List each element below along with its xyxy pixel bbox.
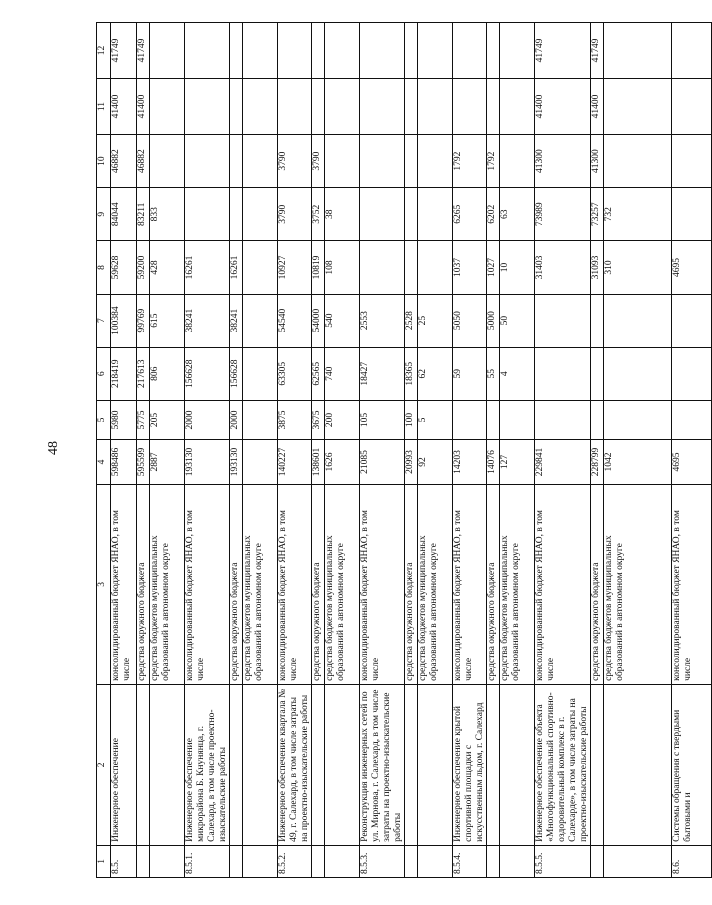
row-number-cell [604,845,672,877]
value-cell [672,347,712,400]
value-cell [418,241,453,294]
value-cell [487,23,500,79]
value-cell [185,135,230,188]
value-cell [453,23,487,79]
value-cell [243,188,278,241]
value-cell [150,79,185,135]
budget-table-container [96,22,693,878]
table-row [405,23,418,878]
value-cell [325,135,360,188]
header-cell: 9 [97,188,111,241]
value-cell [591,294,604,347]
row-number-cell [150,845,185,877]
table-row [672,23,712,878]
value-cell: 1037 [453,241,487,294]
value-cell: 41749 [591,23,604,79]
value-cell: 25 [418,294,453,347]
row-number-cell [405,845,418,877]
value-cell: 84044 [111,188,137,241]
value-cell: 2000 [185,400,230,439]
value-cell: 62565 [312,347,325,400]
item-name-cell: Инженерное обеспечение крытой спортивной площадки с искусственным льдом, г. Салехард [453,684,487,845]
value-cell: 31093 [591,241,604,294]
row-number-cell: 8.5.1. [185,845,230,877]
value-cell: 4 [500,347,535,400]
item-name-cell [230,684,243,845]
item-name-cell: Реконструкция инженерных сетей по ул. Мирнова, г. Салехард, в том числе затраты на проектно-изыскательские работы [360,684,405,845]
value-cell: 5050 [453,294,487,347]
value-cell [672,294,712,347]
value-cell [185,23,230,79]
value-cell: 63305 [278,347,312,400]
value-cell [405,188,418,241]
row-number-cell [418,845,453,877]
value-cell: 540 [325,294,360,347]
item-name-cell [137,684,150,845]
table-row [418,23,453,878]
value-cell: 598486 [111,440,137,485]
value-cell [243,347,278,400]
value-cell: 3790 [312,135,325,188]
row-number-cell [312,845,325,877]
table-row [185,23,230,878]
value-cell: 3790 [278,188,312,241]
value-cell: 193130 [230,440,243,485]
table-row [150,23,185,878]
value-cell: 92 [418,440,453,485]
funding-source-cell: консолидированный бюджет ЯНАО, в том числе [453,484,487,684]
value-cell: 2000 [230,400,243,439]
value-cell: 55 [487,347,500,400]
value-cell: 1027 [487,241,500,294]
header-row [97,23,111,878]
row-number-cell [325,845,360,877]
value-cell [500,79,535,135]
value-cell: 217613 [137,347,150,400]
item-name-cell [150,684,185,845]
value-cell [591,347,604,400]
value-cell: 10927 [278,241,312,294]
value-cell [418,79,453,135]
header-cell: 4 [97,440,111,485]
value-cell [672,400,712,439]
value-cell: 50 [500,294,535,347]
funding-source-cell: средства бюджетов муниципальных образований в автономном округе [418,484,453,684]
value-cell: 41400 [591,79,604,135]
value-cell [185,79,230,135]
value-cell: 3675 [312,400,325,439]
header-cell: 7 [97,294,111,347]
value-cell [360,241,405,294]
value-cell: 14076 [487,440,500,485]
value-cell: 21085 [360,440,405,485]
row-number-cell: 8.5.2. [278,845,312,877]
value-cell: 46882 [137,135,150,188]
item-name-cell [604,684,672,845]
budget-table [96,22,712,878]
row-number-cell: 8.5.4. [453,845,487,877]
value-cell: 18365 [405,347,418,400]
value-cell: 31403 [535,241,591,294]
value-cell: 54540 [278,294,312,347]
value-cell [418,23,453,79]
value-cell [535,294,591,347]
value-cell: 5 [418,400,453,439]
value-cell [278,23,312,79]
value-cell [360,135,405,188]
value-cell: 38241 [230,294,243,347]
value-cell [500,135,535,188]
funding-source-cell: консолидированный бюджет ЯНАО, в том числе [111,484,137,684]
table-row [604,23,672,878]
value-cell: 41400 [137,79,150,135]
value-cell: 41749 [137,23,150,79]
value-cell: 5775 [137,400,150,439]
value-cell: 73989 [535,188,591,241]
value-cell [500,400,535,439]
value-cell: 5000 [487,294,500,347]
value-cell [230,23,243,79]
value-cell: 41749 [535,23,591,79]
table-row [535,23,591,878]
value-cell: 732 [604,188,672,241]
value-cell: 14203 [453,440,487,485]
value-cell: 41400 [111,79,137,135]
value-cell [672,135,712,188]
table-row [137,23,150,878]
header-cell: 2 [97,684,111,845]
funding-source-cell: консолидированный бюджет ЯНАО, в том числе [185,484,230,684]
funding-source-cell: консолидированный бюджет ЯНАО, в том числе [278,484,312,684]
row-number-cell: 8.6. [672,845,712,877]
funding-source-cell: средства окружного бюджета [312,484,325,684]
value-cell: 46882 [111,135,137,188]
page-number: 48 [46,441,61,455]
value-cell: 18427 [360,347,405,400]
value-cell: 138601 [312,440,325,485]
value-cell [604,135,672,188]
header-cell: 6 [97,347,111,400]
value-cell [278,79,312,135]
value-cell: 156628 [230,347,243,400]
item-name-cell: Инженерное обеспечение квартала № 49, г. Салехард, в том числе затраты на проектно-изыскательские работы [278,684,312,845]
value-cell: 140227 [278,440,312,485]
row-number-cell: 8.5.5. [535,845,591,877]
value-cell [405,241,418,294]
value-cell [591,400,604,439]
value-cell: 229841 [535,440,591,485]
funding-source-cell: средства бюджетов муниципальных образований в автономном округе [150,484,185,684]
row-number-cell [487,845,500,877]
value-cell [243,79,278,135]
table-row [230,23,243,878]
funding-source-cell: консолидированный бюджет ЯНАО, в том числе [535,484,591,684]
value-cell: 5980 [111,400,137,439]
header-cell: 8 [97,241,111,294]
value-cell: 59200 [137,241,150,294]
value-cell [243,400,278,439]
value-cell: 1626 [325,440,360,485]
value-cell: 3790 [278,135,312,188]
value-cell [243,135,278,188]
value-cell: 83211 [137,188,150,241]
row-number-cell [243,845,278,877]
value-cell [243,440,278,485]
item-name-cell [591,684,604,845]
value-cell: 127 [500,440,535,485]
value-cell: 806 [150,347,185,400]
value-cell: 41400 [535,79,591,135]
value-cell [487,400,500,439]
funding-source-cell: средства бюджетов муниципальных образований в автономном округе [325,484,360,684]
value-cell: 108 [325,241,360,294]
item-name-cell [325,684,360,845]
value-cell: 73257 [591,188,604,241]
item-name-cell [312,684,325,845]
value-cell: 428 [150,241,185,294]
value-cell [500,23,535,79]
value-cell [418,188,453,241]
value-cell [672,79,712,135]
value-cell: 310 [604,241,672,294]
row-number-cell [591,845,604,877]
value-cell [604,79,672,135]
value-cell: 193130 [185,440,230,485]
value-cell: 200 [325,400,360,439]
item-name-cell: Инженерное обеспечение объекта «Многофункциональный спортивно-оздоровительный комплекс в г. Салехарде», в том числе затраты на проектно-изыскательские работы [535,684,591,845]
value-cell: 100 [405,400,418,439]
value-cell [185,188,230,241]
value-cell: 6265 [453,188,487,241]
header-cell: 10 [97,135,111,188]
table-row [325,23,360,878]
header-cell: 5 [97,400,111,439]
value-cell [405,79,418,135]
value-cell [453,79,487,135]
table-row [500,23,535,878]
item-name-cell: Инженерное обеспечение [111,684,137,845]
value-cell: 740 [325,347,360,400]
header-cell: 12 [97,23,111,79]
value-cell: 156628 [185,347,230,400]
value-cell: 615 [150,294,185,347]
value-cell: 2528 [405,294,418,347]
value-cell: 218419 [111,347,137,400]
value-cell: 105 [360,400,405,439]
value-cell: 100384 [111,294,137,347]
value-cell [672,188,712,241]
value-cell: 16261 [230,241,243,294]
value-cell: 16261 [185,241,230,294]
value-cell [150,23,185,79]
row-number-cell: 8.5.3. [360,845,405,877]
funding-source-cell: средства окружного бюджета [487,484,500,684]
item-name-cell [243,684,278,845]
value-cell: 99769 [137,294,150,347]
value-cell [405,23,418,79]
value-cell: 59628 [111,241,137,294]
table-row [111,23,137,878]
funding-source-cell: средства бюджетов муниципальных образований в автономном округе [500,484,535,684]
table-row [243,23,278,878]
value-cell: 20993 [405,440,418,485]
value-cell: 38 [325,188,360,241]
value-cell: 41300 [591,135,604,188]
funding-source-cell: консолидированный бюджет ЯНАО, в том числе [672,484,712,684]
item-name-cell [405,684,418,845]
value-cell [360,23,405,79]
value-cell [604,294,672,347]
item-name-cell [500,684,535,845]
value-cell [230,79,243,135]
value-cell [360,79,405,135]
item-name-cell [487,684,500,845]
value-cell [325,79,360,135]
value-cell: 2553 [360,294,405,347]
value-cell: 228799 [591,440,604,485]
header-cell: 3 [97,484,111,684]
value-cell [453,400,487,439]
item-name-cell: Инженерное обеспечение микрорайона Б. Кнунянца, г. Салехард, в том числе проектно-изыскательские работы [185,684,230,845]
funding-source-cell: средства окружного бюджета [137,484,150,684]
header-cell: 11 [97,79,111,135]
value-cell: 59 [453,347,487,400]
value-cell: 1792 [487,135,500,188]
row-number-cell [230,845,243,877]
funding-source-cell: средства окружного бюджета [591,484,604,684]
row-number-cell [137,845,150,877]
value-cell: 62 [418,347,453,400]
value-cell: 41300 [535,135,591,188]
funding-source-cell: консолидированный бюджет ЯНАО, в том числе [360,484,405,684]
funding-source-cell: средства окружного бюджета [405,484,418,684]
value-cell [360,188,405,241]
value-cell: 1792 [453,135,487,188]
value-cell: 38241 [185,294,230,347]
value-cell: 595599 [137,440,150,485]
value-cell [487,79,500,135]
value-cell [405,135,418,188]
table-row [312,23,325,878]
value-cell: 2887 [150,440,185,485]
value-cell [150,135,185,188]
value-cell [243,23,278,79]
item-name-cell [418,684,453,845]
value-cell: 205 [150,400,185,439]
value-cell [535,400,591,439]
funding-source-cell: средства бюджетов муниципальных образований в автономном округе [243,484,278,684]
value-cell: 3875 [278,400,312,439]
value-cell [604,347,672,400]
value-cell [672,23,712,79]
value-cell [230,135,243,188]
value-cell: 4695 [672,440,712,485]
value-cell: 10819 [312,241,325,294]
value-cell [312,79,325,135]
value-cell [604,400,672,439]
value-cell: 6202 [487,188,500,241]
row-number-cell: 8.5. [111,845,137,877]
value-cell [535,347,591,400]
value-cell: 1042 [604,440,672,485]
value-cell [230,188,243,241]
table-row [360,23,405,878]
value-cell: 63 [500,188,535,241]
value-cell: 3752 [312,188,325,241]
value-cell: 54000 [312,294,325,347]
value-cell: 833 [150,188,185,241]
table-row [453,23,487,878]
value-cell [243,241,278,294]
table-row [487,23,500,878]
table-row [591,23,604,878]
table-row [278,23,312,878]
value-cell: 4695 [672,241,712,294]
value-cell: 41749 [111,23,137,79]
item-name-cell: Системы обращения с твердыми бытовыми и [672,684,712,845]
row-number-cell [500,845,535,877]
value-cell [312,23,325,79]
value-cell: 10 [500,241,535,294]
value-cell [418,135,453,188]
value-cell [243,294,278,347]
funding-source-cell: средства окружного бюджета [230,484,243,684]
funding-source-cell: средства бюджетов муниципальных образований в автономном округе [604,484,672,684]
value-cell [325,23,360,79]
value-cell [604,23,672,79]
header-cell: 1 [97,845,111,877]
